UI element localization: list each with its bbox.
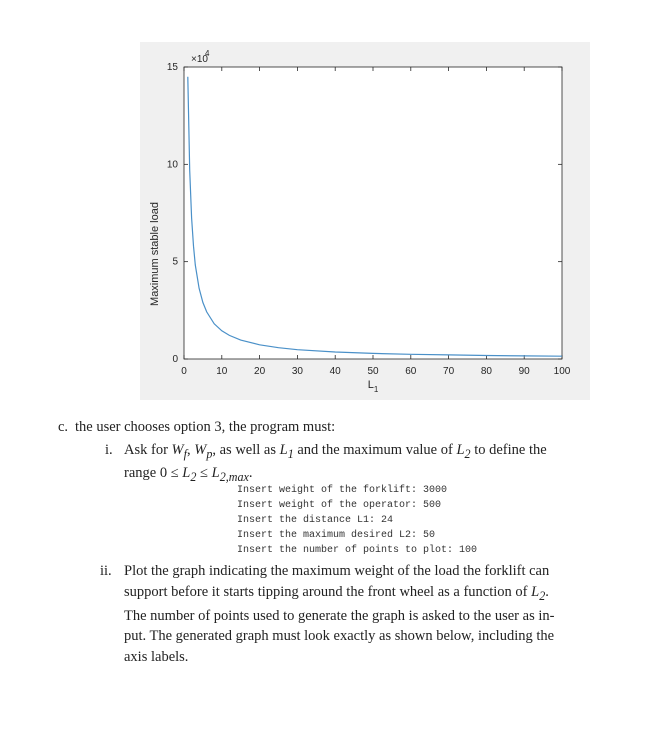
console-line: Insert the number of points to plot: 100 (237, 545, 478, 556)
console-line: Insert the maximum desired L2: 50 (237, 530, 436, 541)
x-tick-label: 90 (518, 366, 530, 377)
console-line: Insert weight of the operator: 500 (237, 500, 442, 511)
y-tick-label: 15 (166, 62, 178, 73)
x-tick-label: 20 (254, 366, 266, 377)
math-l2max: $L_{2,max}$ (211, 465, 249, 484)
console-line: Insert the distance L1: 24 (237, 515, 394, 526)
item-i-line1: Ask for $W_f$, $W_p$, as well as $L_1$ and the maximum value of $L_2$ to define the (124, 442, 547, 461)
item-ii-paragraph (124, 561, 594, 667)
math-l1: $L_1$ (279, 442, 294, 461)
item-i-pre: Ask for (124, 442, 168, 458)
item-ii-line: support before it starts tipping around the front wheel as a function of $L_2$. (124, 583, 549, 603)
item-ii-marker: ii. (100, 563, 112, 579)
x-tick-label: 40 (329, 366, 341, 377)
y-exponent-label: ×10 (191, 54, 208, 65)
x-tick-label: 80 (480, 366, 492, 377)
item-c-marker: c. (58, 419, 69, 435)
x-tick-label: 70 (443, 366, 455, 377)
x-tick-label: 50 (367, 366, 379, 377)
item-ii-line: axis labels. (124, 648, 189, 665)
y-axis-label: Maximum stable load (149, 202, 161, 306)
console-line: Insert weight of the forklift: 3000 (237, 485, 448, 496)
item-ii-line: Plot the graph indicating the maximum weight of the load the forklift can (124, 563, 550, 579)
x-tick-label: 30 (291, 366, 303, 377)
math-w-p: $W_p$ (194, 442, 213, 461)
item-ii-line: The number of points used to generate the graph is asked to the user as in- (124, 607, 555, 624)
math-w-f: $W_f$ (171, 442, 187, 461)
item-c-text: the user chooses option 3, the program must: (75, 419, 336, 435)
item-ii-line: put. The generated graph must look exactly as shown below, including the (124, 628, 555, 645)
item-i-line2: range $0 \le L_2 \le L_{2,max}$. (124, 465, 253, 484)
x-axis-label: $L_1$ (367, 379, 379, 394)
math-l2: $L_2$ (456, 442, 471, 461)
y-tick-label: 0 (172, 354, 178, 365)
x-tick-label: 0 (181, 366, 187, 377)
y-exponent-power: 4 (205, 49, 210, 58)
plot-area (184, 67, 562, 359)
math-l2: $L_2$ (531, 583, 546, 603)
y-tick-label: 10 (166, 159, 178, 171)
x-tick-label: 10 (216, 366, 228, 377)
x-tick-label: 100 (553, 366, 571, 377)
chart (140, 42, 590, 400)
y-tick-label: 5 (172, 256, 178, 268)
figure-panel (140, 42, 590, 400)
math-l2: $L_2$ (182, 465, 197, 484)
item-i-marker: i. (105, 442, 113, 458)
x-tick-label: 60 (405, 366, 417, 377)
